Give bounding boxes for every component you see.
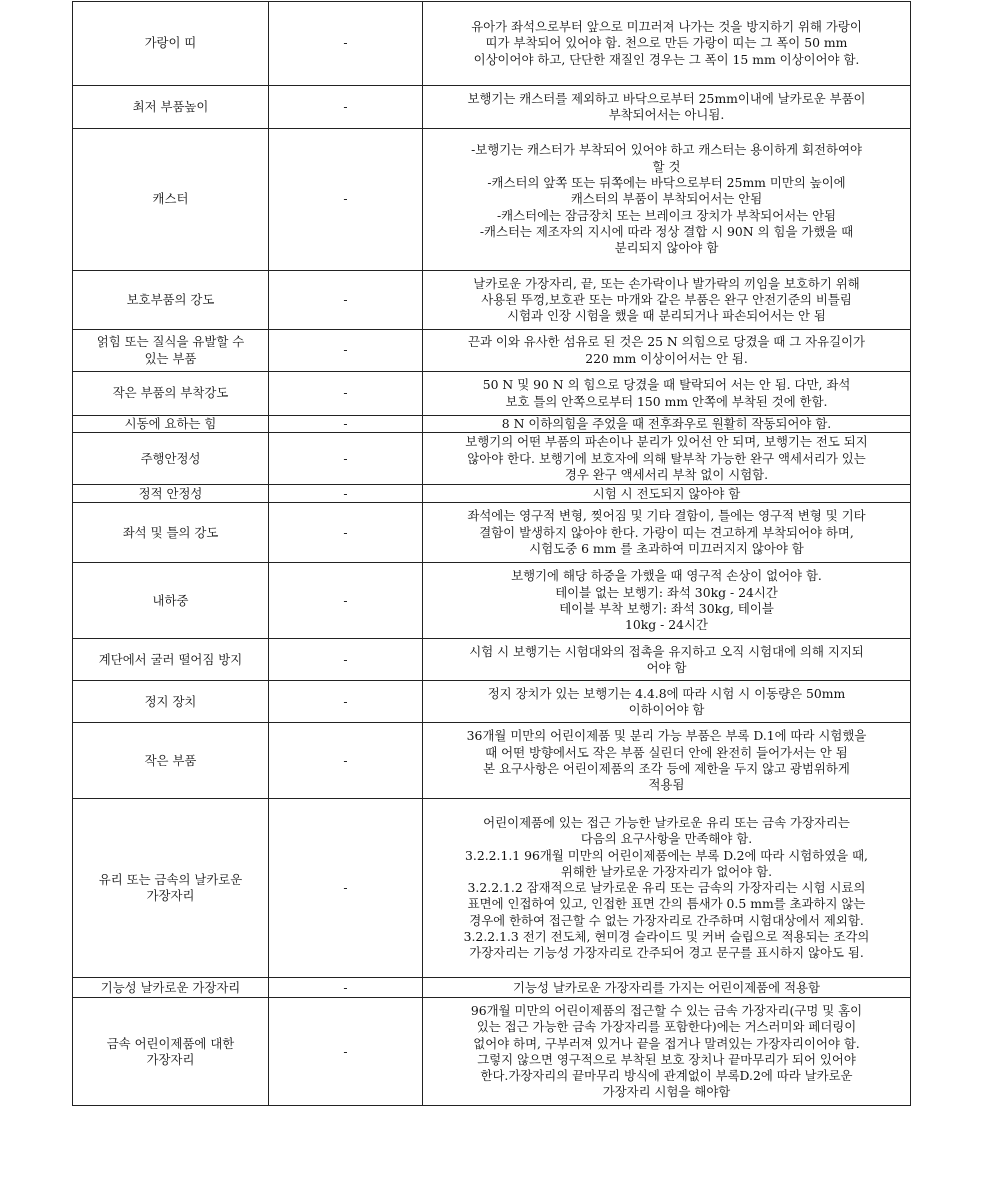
- mark-cell: -: [269, 485, 423, 503]
- requirement-cell-line: 띠가 부착되어 있어야 함. 천으로 만든 가랑이 띠는 그 폭이 50 mm: [485, 35, 848, 51]
- requirement-cell-line: -캐스터의 앞쪽 또는 뒤쪽에는 바닥으로부터 25mm 미만의 높이에: [487, 175, 846, 191]
- table-row: [73, 978, 911, 998]
- requirement-cell-line: 때 어떤 방향에서도 작은 부품 실린더 안에 완전히 들어가서는 안 됨: [485, 744, 848, 760]
- item-name-cell-line: 정적 안정성: [138, 485, 203, 501]
- requirement-cell-line: 캐스터의 부품이 부착되어서는 안됨: [570, 191, 763, 207]
- table-row: [73, 639, 911, 681]
- item-name-cell: [73, 563, 269, 639]
- requirement-cell-line: 어야 함: [646, 659, 687, 675]
- requirement-cell-line: 경우에 한하여 접근할 수 없는 가장자리로 간주하며 시험대상에서 제외함.: [469, 912, 864, 928]
- requirement-cell-line: 경우 완구 액세서리 부착 없이 시험함.: [564, 466, 769, 482]
- requirement-cell: [423, 723, 911, 799]
- mark-cell: -: [269, 2, 423, 86]
- item-name-cell: [73, 433, 269, 485]
- mark-cell: -: [269, 681, 423, 723]
- requirement-cell-line: 보행기에 해당 하중을 가했을 때 영구적 손상이 없어야 함.: [511, 568, 822, 584]
- item-name-cell: [73, 129, 269, 271]
- requirement-cell-line: 보호 틀의 안쪽으로부터 150 mm 안쪽에 부착된 것에 한함.: [505, 393, 828, 409]
- mark-cell: -: [269, 998, 423, 1106]
- table-row: [73, 129, 911, 271]
- table-row: [73, 998, 911, 1106]
- requirement-cell: [423, 433, 911, 485]
- item-name-cell-line: 주행안정성: [140, 450, 201, 466]
- item-name-cell: [73, 503, 269, 563]
- item-name-cell-line: 금속 어린이제품에 대한: [106, 1035, 235, 1051]
- table-row: [73, 372, 911, 416]
- requirement-cell-line: -보행기는 캐스터가 부착되어 있어야 하고 캐스터는 용이하게 회전하여야: [471, 142, 862, 158]
- safety-requirements-table: [72, 1, 911, 1106]
- table-row: [73, 330, 911, 372]
- requirement-cell-line: 표면에 인접하여 있고, 인접한 표면 간의 틈새가 0.5 mm를 초과하지 않는: [467, 896, 866, 912]
- item-name-cell-line: 내하중: [152, 592, 189, 608]
- mark-cell: -: [269, 723, 423, 799]
- item-name-cell: [73, 271, 269, 330]
- requirement-cell-line: 날카로운 가장자리, 끝, 또는 손가락이나 발가락의 끼임을 보호하기 위해: [473, 275, 860, 291]
- requirement-cell-line: 유아가 좌석으로부터 앞으로 미끄러져 나가는 것을 방지하기 위해 가랑이: [471, 19, 862, 35]
- requirement-cell-line: 가장자리 시험을 해야함: [602, 1084, 731, 1100]
- item-name-cell: [73, 998, 269, 1106]
- item-name-cell-line: 계단에서 굴러 떨어짐 방지: [98, 651, 243, 667]
- requirement-cell-line: 10kg - 24시간: [625, 617, 708, 633]
- requirement-cell-line: 시험도중 6 mm 를 초과하여 미끄러지지 않아야 함: [529, 540, 804, 556]
- requirement-cell-line: -캐스터는 제조자의 지시에 따라 정상 결합 시 90N 의 힘을 가했을 때: [479, 223, 854, 239]
- requirement-cell: [423, 86, 911, 129]
- requirement-cell-line: 다음의 요구사항을 만족해야 함.: [580, 831, 753, 847]
- requirement-cell: [423, 485, 911, 503]
- table-row: [73, 799, 911, 978]
- item-name-cell-line: 있는 부품: [144, 350, 197, 366]
- mark-cell: -: [269, 978, 423, 998]
- requirement-cell-line: 할 것: [652, 158, 681, 174]
- item-name-cell-line: 시동에 요하는 힘: [124, 416, 217, 431]
- item-name-cell: [73, 330, 269, 372]
- item-name-cell: [73, 681, 269, 723]
- requirement-cell-line: 가장자리는 기능성 가장자리로 간주되어 경고 문구를 표시하지 않아도 됨.: [469, 945, 864, 961]
- requirement-cell: [423, 416, 911, 433]
- requirement-cell-line: 없어야 하며, 구부러져 있거나 끝을 접거나 말려있는 가장자리이어야 함.: [473, 1035, 860, 1051]
- item-name-cell-line: 작은 부품의 부착강도: [112, 385, 229, 401]
- requirement-cell-line: 96개월 미만의 어린이제품의 접근할 수 있는 금속 가장자리(구멍 및 홈이: [470, 1002, 863, 1018]
- item-name-cell-line: 정지 장치: [144, 693, 197, 709]
- table-row: [73, 433, 911, 485]
- mark-cell: -: [269, 639, 423, 681]
- requirement-cell-line: 시험과 인장 시험을 했을 때 분리되거나 파손되어서는 안 됨: [507, 308, 826, 324]
- item-name-cell-line: 가장자리: [146, 888, 195, 904]
- requirement-cell: [423, 2, 911, 86]
- item-name-cell: [73, 639, 269, 681]
- requirement-cell-line: 220 mm 이상이어서는 안 됨.: [585, 350, 748, 366]
- requirement-cell-line: 부착되어서는 아니됨.: [608, 107, 725, 122]
- item-name-cell: [73, 485, 269, 503]
- item-name-cell-line: 캐스터: [152, 191, 189, 207]
- item-name-cell-line: 가랑이 띠: [144, 35, 197, 51]
- requirement-cell: [423, 129, 911, 271]
- requirement-cell-line: 테이블 없는 보행기: 좌석 30kg - 24시간: [555, 584, 778, 600]
- item-name-cell-line: 얽힘 또는 질식을 유발할 수: [96, 334, 245, 350]
- table-row: [73, 2, 911, 86]
- requirement-cell-line: 사용된 뚜껑,보호관 또는 마개와 같은 부품은 완구 안전기준의 비틀림: [481, 291, 852, 307]
- requirement-cell-line: 시험 시 전도되지 않아야 함: [592, 485, 741, 501]
- requirement-cell-line: 않아야 한다. 보행기에 보호자에 의해 탈부착 가능한 완구 액세서리가 있는: [467, 450, 866, 466]
- requirement-cell: [423, 330, 911, 372]
- item-name-cell: [73, 86, 269, 129]
- requirement-cell: [423, 372, 911, 416]
- requirement-cell-line: 끈과 이와 유사한 섬유로 된 것은 25 N 의힘으로 당겼을 때 그 자유길이가: [467, 334, 866, 350]
- requirement-cell-line: 본 요구사항은 어린이제품의 조각 등에 제한을 두지 않고 광범위하게: [483, 760, 850, 776]
- requirement-cell: [423, 978, 911, 998]
- mark-cell: -: [269, 271, 423, 330]
- mark-cell: -: [269, 330, 423, 372]
- requirement-cell-line: 8 N 이하의힘을 주었을 때 전후좌우로 원활히 작동되어야 함.: [501, 416, 832, 431]
- table-body: [73, 2, 911, 1106]
- requirement-cell-line: 3.2.2.1.3 전기 전도체, 현미경 슬라이드 및 커버 슬립으로 적용되는 조각의: [463, 929, 870, 945]
- item-name-cell: [73, 2, 269, 86]
- requirement-cell-line: 3.2.2.1.2 잠재적으로 날카로운 유리 또는 금속의 가장자리는 시험 시료의: [467, 880, 866, 896]
- requirement-cell-line: 좌석에는 영구적 변형, 찢어짐 및 기타 결함이, 틀에는 영구적 변형 및 기타: [467, 508, 866, 524]
- item-name-cell: [73, 416, 269, 433]
- requirement-cell: [423, 271, 911, 330]
- table-row: [73, 563, 911, 639]
- requirement-cell-line: 정지 장치가 있는 보행기는 4.4.8에 따라 시험 시 이동량은 50mm: [487, 685, 846, 701]
- item-name-cell-line: 작은 부품: [144, 752, 197, 768]
- requirement-cell-line: 있는 접근 가능한 금속 가장자리를 포함한다)에는 거스러미와 페더링이: [476, 1019, 857, 1035]
- requirement-cell-line: 위해한 날카로운 가장자리가 없어야 함.: [560, 863, 773, 879]
- table-row: [73, 503, 911, 563]
- requirement-cell-line: 그렇지 않으면 영구적으로 부착된 보호 장치나 끝마무리가 되어 있어야: [477, 1051, 856, 1067]
- mark-cell: -: [269, 372, 423, 416]
- requirement-cell: [423, 503, 911, 563]
- mark-cell: -: [269, 799, 423, 978]
- requirement-cell-line: 적용됨: [648, 777, 685, 793]
- table-row: [73, 86, 911, 129]
- requirement-cell-line: 시험 시 보행기는 시험대와의 접촉을 유지하고 오직 시험대에 의해 지지되: [469, 643, 864, 659]
- requirement-cell-line: 테이블 부착 보행기: 좌석 30kg, 테이블: [559, 600, 774, 616]
- table-row: [73, 723, 911, 799]
- requirement-cell: [423, 639, 911, 681]
- table-row: [73, 485, 911, 503]
- table-row: [73, 271, 911, 330]
- requirement-cell: [423, 563, 911, 639]
- item-name-cell: [73, 723, 269, 799]
- item-name-cell: [73, 372, 269, 416]
- mark-cell: -: [269, 433, 423, 485]
- requirement-cell-line: -캐스터에는 잠금장치 또는 브레이크 장치가 부착되어서는 안됨: [496, 207, 837, 223]
- requirement-cell: [423, 799, 911, 978]
- requirement-cell-line: 보행기는 캐스터를 제외하고 바닥으로부터 25mm이내에 날카로운 부품이: [467, 90, 866, 106]
- requirement-cell-line: 분리되지 않아야 함: [614, 240, 719, 256]
- item-name-cell-line: 좌석 및 틀의 강도: [122, 524, 219, 540]
- mark-cell: -: [269, 129, 423, 271]
- requirement-cell: [423, 998, 911, 1106]
- requirement-cell-line: 36개월 미만의 어린이제품 및 분리 가능 부품은 부록 D.1에 따라 시험했을: [466, 728, 867, 744]
- requirement-cell-line: 기능성 날카로운 가장자리를 가지는 어린이제품에 적용함: [513, 979, 820, 995]
- requirement-cell-line: 3.2.2.1.1 96개월 미만의 어린이제품에는 부록 D.2에 따라 시험하였을 때,: [465, 847, 868, 863]
- mark-cell: -: [269, 503, 423, 563]
- item-name-cell: [73, 799, 269, 978]
- item-name-cell-line: 최저 부품높이: [132, 98, 209, 114]
- table-row: [73, 681, 911, 723]
- item-name-cell: [73, 978, 269, 998]
- requirement-cell-line: 보행기의 어떤 부품의 파손이나 분리가 있어선 안 되며, 보행기는 전도 되지: [465, 434, 868, 450]
- item-name-cell-line: 기능성 날카로운 가장자리: [100, 979, 241, 995]
- item-name-cell-line: 보호부품의 강도: [126, 291, 215, 307]
- mark-cell: -: [269, 563, 423, 639]
- requirement-cell-line: 이하이어야 함: [628, 701, 705, 717]
- table-row: [73, 416, 911, 433]
- requirement-cell-line: 어린이제품에 있는 접근 가능한 날카로운 유리 또는 금속 가장자리는: [483, 814, 850, 830]
- requirement-cell-line: 50 N 및 90 N 의 힘으로 당겼을 때 탈락되어 서는 안 됨. 다만, 좌석: [482, 377, 851, 393]
- mark-cell: -: [269, 416, 423, 433]
- item-name-cell-line: 유리 또는 금속의 날카로운: [98, 872, 243, 887]
- requirement-cell-line: 결함이 발생하지 않아야 한다. 가랑이 띠는 견고하게 부착되어야 하며,: [479, 524, 854, 540]
- requirement-cell: [423, 681, 911, 723]
- requirement-cell-line: 한다.가장자리의 끝마무리 방식에 관계없이 부록D.2에 따라 날카로운: [480, 1068, 853, 1084]
- item-name-cell-line: 가장자리: [146, 1051, 195, 1067]
- mark-cell: -: [269, 86, 423, 129]
- requirement-cell-line: 이상이어야 하고, 단단한 재질인 경우는 그 폭이 15 mm 이상이어야 함.: [473, 51, 860, 67]
